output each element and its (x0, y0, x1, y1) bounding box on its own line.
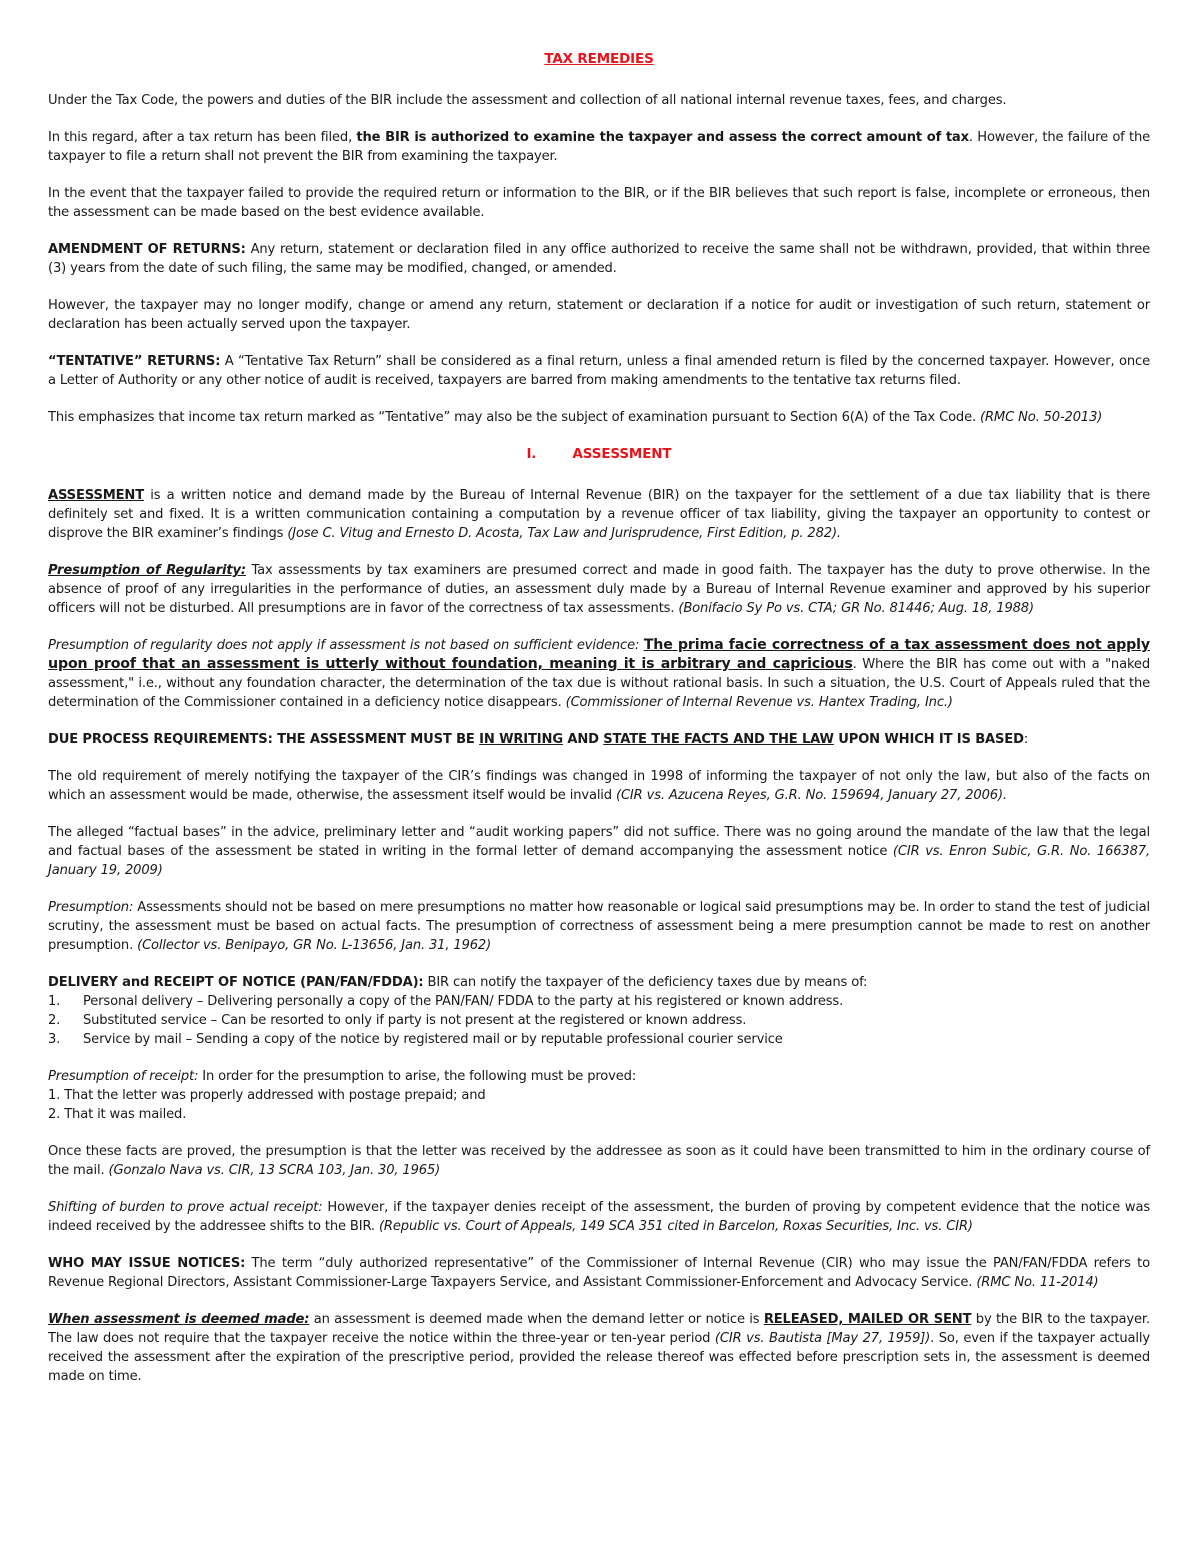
paragraph-facts-proved: Once these facts are proved, the presumption is that the letter was received by the addressee as soon as it could have been transmitted to him in the ordinary course of the mail. (Gonzalo Nava vs. CIR, 13 SCRA 103, Jan. 30, 1965) (48, 1144, 1150, 1178)
paragraph-label: Presumption of receipt: (48, 1069, 199, 1084)
document-page (48, 50, 1150, 1404)
citation: (Commissioner of Internal Revenue vs. Hantex Trading, Inc.) (565, 695, 953, 710)
paragraph-label: Presumption of regularity does not apply if assessment is not based on sufficient evidence: (48, 638, 640, 653)
emphasis-text: STATE THE FACTS AND THE LAW (603, 732, 834, 747)
list-item: 3. Service by mail – Sending a copy of the notice by registered mail or by reputable professional courier service (48, 1032, 783, 1047)
citation: (CIR vs. Azucena Reyes, G.R. No. 159694, January 27, 2006). (615, 788, 1007, 803)
paragraph-label: Presumption: (48, 900, 134, 915)
citation: (RMC No. 11-2014) (976, 1275, 1099, 1290)
paragraph-label: When assessment is deemed made: (48, 1312, 310, 1327)
paragraph-presumption-receipt: Presumption of receipt: In order for the presumption to arise, the following must be proved: 1. That the letter was properly addressed with postage prepaid; and 2. That it was mailed. (48, 1067, 1150, 1124)
paragraph-presumption-regularity: Presumption of Regularity: Tax assessments by tax examiners are presumed correct and made in good faith. The taxpayer has the duty to prove otherwise. In the absence of proof of any irregularities in the performance of duties, an assessment duly made by a Bureau of Internal Revenue examiner and approved by his superior officers will not be disturbed. All presumptions are in favor of the correctness of tax assessments. (Bonifacio Sy Po vs. CTA; GR No. 81446; Aug. 18, 1988) (48, 563, 1150, 616)
paragraph-shifting-burden: Shifting of burden to prove actual receipt: However, if the taxpayer denies receipt of the assessment, the burden of proving by competent evidence that the notice was indeed received by the addressee shifts to the BIR. (Republic vs. Court of Appeals, 149 SCA 351 cited in Barcelon, Roxas Securities, Inc. vs. CIR) (48, 1200, 1151, 1234)
section-title: ASSESSMENT (572, 446, 672, 462)
citation: (Republic vs. Court of Appeals, 149 SCA 351 cited in Barcelon, Roxas Securities, Inc. vs. CIR) (378, 1219, 973, 1234)
paragraph-label: Presumption of Regularity: (48, 563, 246, 578)
paragraph-amendment: AMENDMENT OF RETURNS: Any return, statement or declaration filed in any office authorized to receive the same shall not be withdrawn, provided, that within three (3) years from the date of such filing, the same may be modified, changed, or amended. (48, 242, 1151, 276)
paragraph-tentative: “TENTATIVE” RETURNS: A “Tentative Tax Return” shall be considered as a final return, unless a final amended return is filed by the concerned taxpayer. However, once a Letter of Authority or any other notice of audit is received, taxpayers are barred from making amendments to the tentative tax returns filed. (48, 354, 1150, 388)
paragraph-intro: Under the Tax Code, the powers and duties of the BIR include the assessment and collection of all national internal revenue taxes, fees, and charges. (48, 93, 1007, 108)
paragraph-old-requirement: The old requirement of merely notifying the taxpayer of the CIR’s findings was changed in 1998 of informing the taxpayer of not only the law, but also of the facts on which an assessment would be made, otherwise, the assessment itself would be invalid (CIR vs. Azucena Reyes, G.R. No. 159694, January 27, 2006). (48, 769, 1150, 803)
paragraph-label: “TENTATIVE” RETURNS: (48, 354, 221, 369)
section-number: I. (526, 446, 537, 462)
paragraph-assessment-definition: ASSESSMENT is a written notice and demand made by the Bureau of Internal Revenue (BIR) on the taxpayer for the settlement of a due tax liability that is there definitely set and fixed. It is a written communication containing a computation by a revenue officer of tax liability, giving the taxpayer an opportunity to contest or disprove the BIR examiner’s findings (Jose C. Vitug and Ernesto D. Acosta, Tax Law and Jurisprudence, First Edition, p. 282). (48, 488, 1150, 541)
paragraph-amendment-limit: However, the taxpayer may no longer modify, change or amend any return, statement or declaration if a notice for audit or investigation of such return, statement or declaration has been actually served upon the taxpayer. (48, 298, 1150, 332)
paragraph-label: ASSESSMENT (48, 488, 144, 503)
delivery-methods-list (48, 992, 1150, 1049)
emphasis-text: RELEASED, MAILED OR SENT (763, 1312, 972, 1327)
paragraph-bir-authority: In this regard, after a tax return has been filed, the BIR is authorized to examine the taxpayer and assess the correct amount of tax. However, the failure of the taxpayer to file a return shall not prevent the BIR from examining the taxpayer. (48, 130, 1150, 164)
paragraph-label: Shifting of burden to prove actual receipt: (48, 1200, 323, 1215)
emphasis-text: the BIR is authorized to examine the taxpayer and assess the correct amount of tax (356, 130, 969, 145)
citation: (CIR vs. Enron Subic, G.R. No. 166387, January 19, 2009) (48, 844, 1150, 878)
citation: (Jose C. Vitug and Ernesto D. Acosta, Tax Law and Jurisprudence, First Edition, p. 282). (287, 526, 841, 541)
paragraph-factual-bases: The alleged “factual bases” in the advice, preliminary letter and “audit working papers” did not suffice. There was no going around the mandate of the law that the legal and factual bases of the assessment be stated in writing in the formal letter of demand accompanying the assessment notice (CIR vs. Enron Subic, G.R. No. 166387, January 19, 2009) (48, 825, 1150, 878)
paragraph-label: AMENDMENT OF RETURNS: (48, 242, 246, 257)
list-item: 2. Substituted service – Can be resorted to only if party is not present at the registered or known address. (48, 1013, 747, 1028)
paragraph-who-may-issue: WHO MAY ISSUE NOTICES: The term “duly authorized representative” of the Commissioner of Internal Revenue (CIR) who may issue the PAN/FAN/FDDA refers to Revenue Regional Directors, Assistant Commissioner-Large Taxpayers Service, and Assistant Commissioner-Enforcement and Advocacy Service. (RMC No. 11-2014) (48, 1256, 1150, 1290)
citation: (Gonzalo Nava vs. CIR, 13 SCRA 103, Jan. 30, 1965) (108, 1163, 441, 1178)
paragraph-presumption: Presumption: Assessments should not be based on mere presumptions no matter how reasonable or logical said presumptions may be. In order to stand the test of judicial scrutiny, the assessment must be based on actual facts. The presumption of correctness of assessment being a mere presumption cannot be made to rest on another presumption. (Collector vs. Benipayo, GR No. L-13656, Jan. 31, 1962) (48, 900, 1150, 953)
paragraph-due-process-heading: DUE PROCESS REQUIREMENTS: THE ASSESSMENT MUST BE IN WRITING AND STATE THE FACTS AND THE LAW UPON WHICH IT IS BASED: (48, 732, 1029, 747)
emphasis-text: IN WRITING (479, 732, 563, 747)
paragraph-label: WHO MAY ISSUE NOTICES: (48, 1256, 246, 1271)
page-title: TAX REMEDIES (544, 51, 654, 67)
citation: (RMC No. 50-2013) (980, 410, 1103, 425)
paragraph-label: DELIVERY and RECEIPT OF NOTICE (PAN/FAN/FDDA): (48, 975, 424, 990)
paragraph-deemed-made: When assessment is deemed made: an assessment is deemed made when the demand letter or notice is RELEASED, MAILED OR SENT by the BIR to the taxpayer. The law does not require that the taxpayer receive the notice within the three-year or ten-year period (CIR vs. Bautista [May 27, 1959]). So, even if the taxpayer actually received the assessment after the expiration of the prescriptive period, provided the release thereof was effected before prescription sets in, the assessment is deemed made on time. (48, 1312, 1150, 1384)
list-item: 1. That the letter was properly addressed with postage prepaid; and (48, 1088, 486, 1103)
section-heading (48, 445, 1150, 464)
paragraph-delivery: DELIVERY and RECEIPT OF NOTICE (PAN/FAN/FDDA): BIR can notify the taxpayer of the deficiency taxes due by means of: 1. Personal delivery – Delivering personally a copy of the PAN/FAN/ FDDA to the party at his registered or known address. 2. Substituted service – Can be resorted to only if party is not present at the registered or known address. 3. Service by mail – Sending a copy of the notice by registered mail or by reputable professional courier service (48, 973, 1150, 1049)
citation: (Collector vs. Benipayo, GR No. L-13656, Jan. 31, 1962) (137, 938, 492, 953)
paragraph-regularity-exception: Presumption of regularity does not apply if assessment is not based on sufficient evidence: The prima facie correctness of a tax assessment does not apply upon proof that an assessment is utterly without foundation, meaning it is arbitrary and capricious. Where the BIR has come out with a "naked assessment," i.e., without any foundation character, the determination of the tax due is without rational basis. In such a situation, the U.S. Court of Appeals ruled that the determination of the Commissioner contained in a deficiency notice disappears. (Commissioner of Internal Revenue vs. Hantex Trading, Inc.) (48, 637, 1150, 710)
list-item: 1. Personal delivery – Delivering personally a copy of the PAN/FAN/ FDDA to the party at his registered or known address. (48, 994, 844, 1009)
emphasis-text: The prima facie correctness of a tax assessment does not apply upon proof that an assessment is utterly without foundation, meaning it is arbitrary and capricious (48, 637, 1150, 672)
citation: (CIR vs. Bautista [May 27, 1959]) (714, 1331, 931, 1346)
citation: (Bonifacio Sy Po vs. CTA; GR No. 81446; Aug. 18, 1988) (678, 601, 1034, 616)
list-item: 2. That it was mailed. (48, 1107, 187, 1122)
paragraph-best-evidence: In the event that the taxpayer failed to provide the required return or information to the BIR, or if the BIR believes that such report is false, incomplete or erroneous, then the assessment can be made based on the best evidence available. (48, 186, 1150, 220)
paragraph-tentative-emphasis: This emphasizes that income tax return marked as “Tentative” may also be the subject of examination pursuant to Section 6(A) of the Tax Code. (RMC No. 50-2013) (48, 410, 1103, 425)
